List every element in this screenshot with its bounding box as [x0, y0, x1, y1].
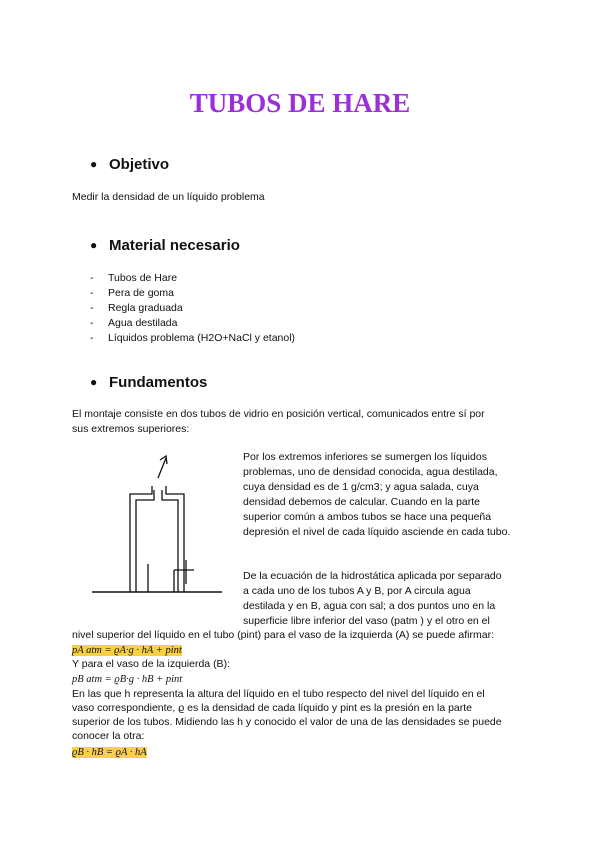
bullet-icon: ●	[90, 375, 98, 389]
list-item: - Pera de goma	[90, 287, 174, 299]
fundamentos-intro: El montaje consiste en dos tubos de vidrio en posición vertical, comunicados entre sí por sus extremos superiores:	[72, 408, 485, 435]
fundamentos-paragraph-2: De la ecuación de la hidrostática aplicada por separado a cada uno de los tubos A y B, por A circula agua destilada y en B, agua con sal; a dos puntos uno en la superficie libre inferior del vaso (patm ) y el otro en el	[243, 570, 502, 627]
list-item: - Líquidos problema (H2O+NaCl y etanol)	[90, 332, 296, 344]
list-item: - Regla graduada	[90, 302, 183, 314]
formula-ratio: ϱB · hB = ϱA · hA	[72, 747, 147, 758]
section-heading-material: ● Material necesario	[90, 237, 240, 254]
section-heading-objetivo: ● Objetivo	[90, 156, 170, 173]
hare-tubes-diagram	[90, 450, 230, 600]
bullet-icon: ●	[90, 238, 98, 252]
section-heading-fundamentos: ● Fundamentos	[90, 374, 208, 391]
fundamentos-continuation: nivel superior del líquido en el tubo (pint) para el vaso de la izquierda (A) se puede afirmar:	[72, 629, 494, 641]
material-list	[90, 271, 295, 346]
fundamentos-paragraph-1: Por los extremos inferiores se sumergen los líquidos problemas, uno de densidad conocida, agua destilada, cuya densidad es de 1 g/cm3; y agua salada, cuya densidad debemos de calcular. Cuando en la parte superior común a ambos tubos se hace una pequeña depresión el nivel de cada líquido asciende en cada tubo.	[243, 451, 511, 538]
bullet-icon: ●	[90, 157, 98, 171]
fundamentos-explanation: En las que h representa la altura del líquido en el tubo respecto del nivel del líquido en el vaso correspondiente, ϱ es la densidad de cada líquido y pint es la presión en la parte superior de los tubos. Midiendo las h y conocido el valor de una de las densidades se puede conocer la otra:	[72, 688, 502, 742]
formula-b: pB atm = ϱB·g · hB + pint	[72, 674, 183, 685]
objetivo-text: Medir la densidad de un líquido problema	[72, 191, 265, 203]
fundamentos-b-intro: Y para el vaso de la izquierda (B):	[72, 658, 230, 670]
list-item: - Tubos de Hare	[90, 272, 178, 284]
list-item: - Agua destilada	[90, 317, 178, 329]
formula-a: pA atm = ϱA·g · hA + pint	[72, 645, 182, 656]
page-title: TUBOS DE HARE	[189, 88, 411, 118]
